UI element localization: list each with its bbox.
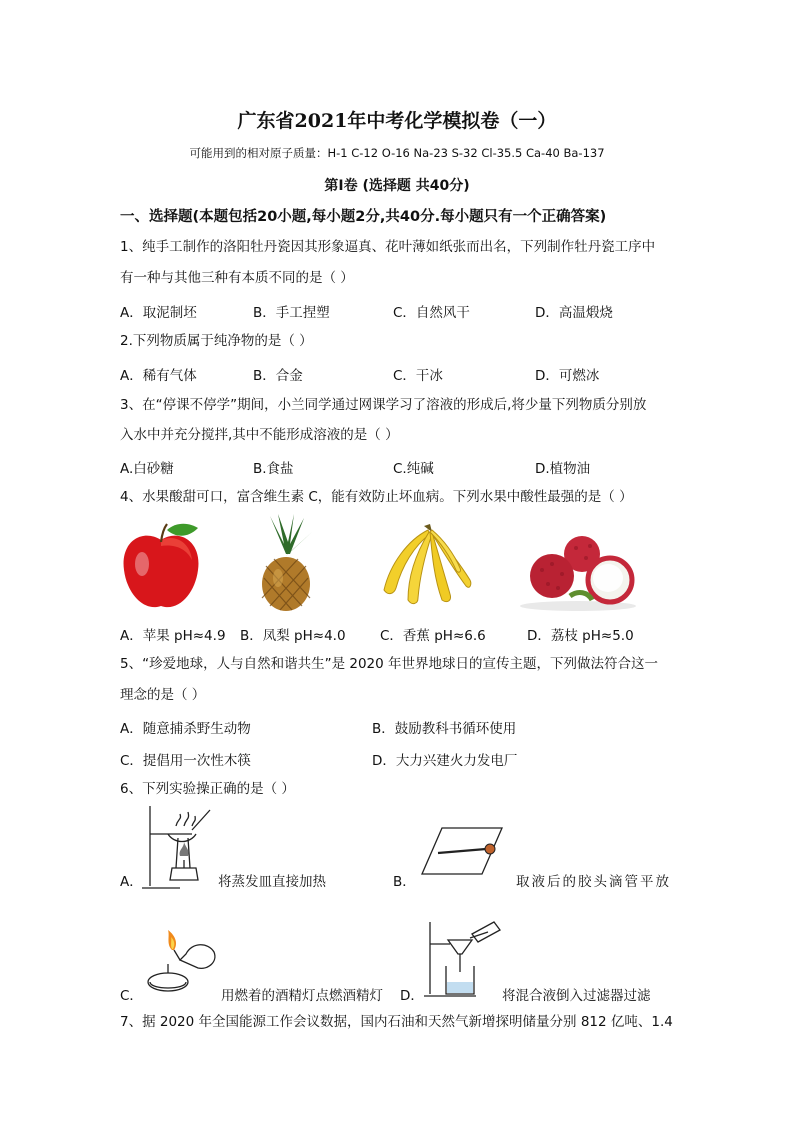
q3-option-a: A.白砂糖: [120, 461, 174, 477]
pineapple-image: [256, 514, 316, 612]
q6-option-a-letter: A．: [120, 874, 143, 890]
q6-option-d-letter: D．: [400, 988, 424, 1004]
q6-option-a-text: 将蒸发皿直接加热: [218, 874, 326, 890]
q3-option-b: B.食盐: [253, 461, 294, 477]
q2-option-d: D．可燃冰: [535, 368, 600, 384]
lychee-image: [518, 534, 638, 612]
q1-option-b: B．手工捏塑: [253, 305, 330, 321]
q4-option-c: C．香蕉 pH≈6.6: [380, 628, 486, 644]
q3-option-c: C.纯碱: [393, 461, 434, 477]
q5-stem-line2: 理念的是（ ）: [120, 687, 206, 703]
q1-option-c: C．自然风干: [393, 305, 470, 321]
q3-option-d: D.植物油: [535, 461, 591, 477]
dropper-diagram: [420, 826, 504, 876]
q6-option-c-letter: C．: [120, 988, 143, 1004]
section-heading: 一、选择题(本题包括20小题,每小题2分,共40分.每小题只有一个正确答案): [120, 209, 607, 225]
q5-option-a: A．随意捕杀野生动物: [120, 721, 251, 737]
filtration-diagram: [424, 920, 502, 1000]
q2-option-c: C．干冰: [393, 368, 443, 384]
alcohol-lamp-diagram: [140, 928, 220, 998]
q3-stem-line2: 入水中并充分搅拌,其中不能形成溶液的是（ ）: [120, 427, 399, 443]
q4-option-d: D．荔枝 pH≈5.0: [527, 628, 634, 644]
q2-option-b: B．合金: [253, 368, 303, 384]
q1-option-d: D．高温煅烧: [535, 305, 613, 321]
q1-stem-line2: 有一种与其他三种有本质不同的是（ ）: [120, 270, 354, 286]
atomic-masses: 可能用到的相对原子质量：H-1 C-12 O-16 Na-23 S-32 Cl-35.5 Ca-40 Ba-137: [189, 146, 605, 160]
q1-option-a: A．取泥制坯: [120, 305, 197, 321]
q5-option-d: D．大力兴建火力发电厂: [372, 753, 518, 769]
q7-stem-line1: 7、据 2020 年全国能源工作会议数据，国内石油和天然气新增探明储量分别 812 亿吨、1.4: [120, 1014, 673, 1030]
page-title: 广东省2021年中考化学模拟卷（一）: [237, 110, 557, 132]
q6-option-c-text: 用燃着的酒精灯点燃酒精灯: [221, 988, 383, 1004]
evaporating-dish-diagram: [140, 804, 218, 894]
q2-option-a: A．稀有气体: [120, 368, 197, 384]
q5-option-b: B．鼓励教科书循环使用: [372, 721, 517, 737]
banana-image: [378, 520, 474, 608]
q1-stem-line1: 1、纯手工制作的洛阳牡丹瓷因其形象逼真、花叶薄如纸张而出名，下列制作牡丹瓷工序中: [120, 239, 656, 255]
q5-stem-line1: 5、“珍爱地球，人与自然和谐共生”是 2020 年世界地球日的宣传主题，下列做法符合这一: [120, 656, 659, 672]
q6-option-d-text: 将混合液倒入过滤器过滤: [502, 988, 651, 1004]
q4-stem: 4、水果酸甜可口，富含维生素 C，能有效防止坏血病。下列水果中酸性最强的是（ ）: [120, 489, 633, 505]
q4-option-b: B．凤梨 pH≈4.0: [240, 628, 346, 644]
q6-option-b-text: 取液后的胶头滴管平放: [516, 874, 671, 890]
q2-stem: 2.下列物质属于纯净物的是（ ）: [120, 333, 313, 349]
q6-stem: 6、下列实验操正确的是（ ）: [120, 781, 295, 797]
apple-image: [120, 520, 202, 612]
q5-option-c: C．提倡用一次性木筷: [120, 753, 251, 769]
q4-option-a: A．苹果 pH≈4.9: [120, 628, 226, 644]
q6-option-b-letter: B．: [393, 874, 416, 890]
volume-heading: 第Ⅰ卷 (选择题 共40分): [324, 178, 470, 194]
q3-stem-line1: 3、在“停课不停学”期间，小兰同学通过网课学习了溶液的形成后,将少量下列物质分别放: [120, 397, 647, 413]
